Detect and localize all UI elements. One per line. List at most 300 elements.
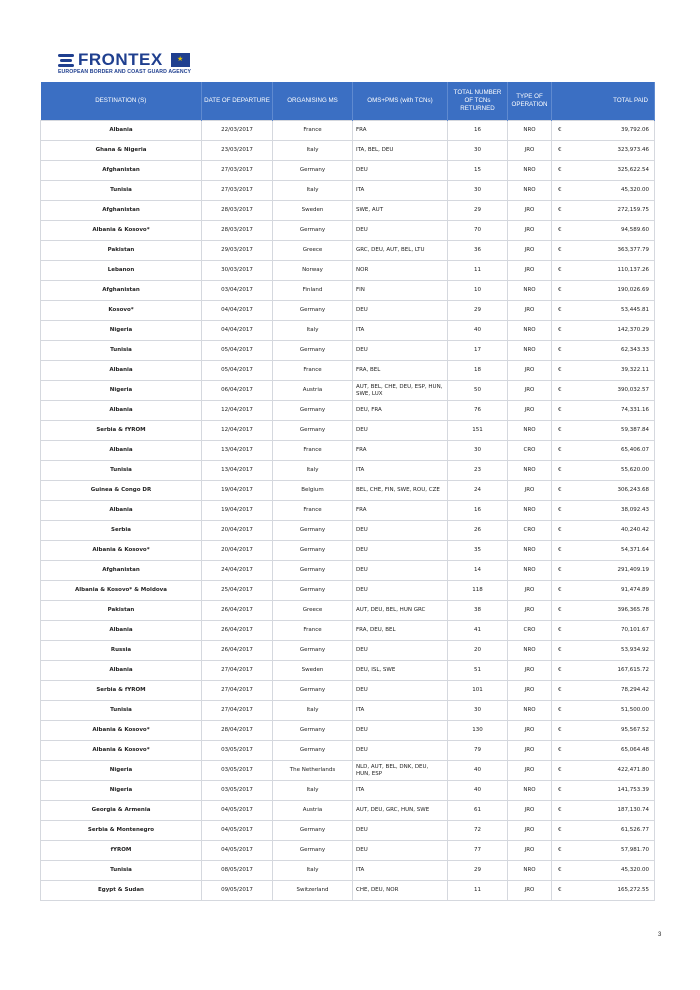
table-row — [41, 641, 655, 661]
cell-dest: Tunisia — [41, 701, 202, 721]
cell-paid: 306,243.68 — [568, 481, 655, 501]
cell-paid: 390,032.57 — [568, 381, 655, 401]
cell-type: JRO — [508, 261, 552, 281]
cell-dest: Afghanistan — [41, 561, 202, 581]
table-row — [41, 341, 655, 361]
cell-oms: FRA — [353, 121, 448, 141]
cell-num: 26 — [448, 521, 508, 541]
column-header-type: TYPE OF OPERATION — [508, 82, 552, 121]
cell-cur: € — [552, 761, 568, 781]
cell-paid: 78,294.42 — [568, 681, 655, 701]
cell-dest: Albania & Kosovo* — [41, 721, 202, 741]
cell-type: JRO — [508, 221, 552, 241]
cell-type: NRO — [508, 321, 552, 341]
cell-type: NRO — [508, 461, 552, 481]
cell-type: NRO — [508, 561, 552, 581]
cell-ms: Norway — [273, 261, 353, 281]
cell-num: 79 — [448, 741, 508, 761]
cell-oms: SWE, AUT — [353, 201, 448, 221]
table-row — [41, 301, 655, 321]
cell-num: 30 — [448, 181, 508, 201]
cell-type: NRO — [508, 341, 552, 361]
cell-cur: € — [552, 241, 568, 261]
cell-type: JRO — [508, 681, 552, 701]
table-row — [41, 661, 655, 681]
cell-date: 05/04/2017 — [202, 361, 273, 381]
cell-dest: Albania — [41, 361, 202, 381]
cell-oms: NLD, AUT, BEL, DNK, DEU, HUN, ESP — [353, 761, 448, 781]
cell-num: 15 — [448, 161, 508, 181]
table-row — [41, 241, 655, 261]
cell-ms: Sweden — [273, 201, 353, 221]
cell-date: 27/04/2017 — [202, 701, 273, 721]
cell-type: CRO — [508, 521, 552, 541]
cell-ms: Germany — [273, 681, 353, 701]
cell-type: NRO — [508, 541, 552, 561]
cell-num: 17 — [448, 341, 508, 361]
cell-oms: NOR — [353, 261, 448, 281]
cell-ms: Italy — [273, 141, 353, 161]
cell-num: 151 — [448, 421, 508, 441]
cell-dest: Afghanistan — [41, 201, 202, 221]
cell-dest: Albania & Kosovo* — [41, 541, 202, 561]
cell-num: 51 — [448, 661, 508, 681]
cell-cur: € — [552, 461, 568, 481]
cell-num: 41 — [448, 621, 508, 641]
cell-type: JRO — [508, 201, 552, 221]
cell-oms: CHE, DEU, NOR — [353, 881, 448, 901]
cell-num: 30 — [448, 141, 508, 161]
cell-oms: AUT, DEU, BEL, HUN GRC — [353, 601, 448, 621]
cell-ms: France — [273, 621, 353, 641]
cell-oms: GRC, DEU, AUT, BEL, LTU — [353, 241, 448, 261]
cell-date: 04/05/2017 — [202, 821, 273, 841]
cell-paid: 54,371.64 — [568, 541, 655, 561]
cell-date: 08/05/2017 — [202, 861, 273, 881]
cell-num: 24 — [448, 481, 508, 501]
cell-type: NRO — [508, 641, 552, 661]
cell-date: 04/05/2017 — [202, 841, 273, 861]
cell-oms: DEU, FRA — [353, 401, 448, 421]
cell-type: JRO — [508, 601, 552, 621]
cell-date: 28/04/2017 — [202, 721, 273, 741]
cell-paid: 363,377.79 — [568, 241, 655, 261]
cell-dest: Albania — [41, 661, 202, 681]
cell-paid: 39,322.11 — [568, 361, 655, 381]
cell-num: 16 — [448, 501, 508, 521]
table-row — [41, 461, 655, 481]
cell-paid: 291,409.19 — [568, 561, 655, 581]
cell-num: 20 — [448, 641, 508, 661]
cell-date: 03/05/2017 — [202, 741, 273, 761]
cell-num: 61 — [448, 801, 508, 821]
cell-cur: € — [552, 501, 568, 521]
cell-type: JRO — [508, 481, 552, 501]
cell-paid: 325,622.54 — [568, 161, 655, 181]
cell-date: 27/04/2017 — [202, 661, 273, 681]
cell-cur: € — [552, 641, 568, 661]
return-operations-table — [40, 82, 654, 901]
cell-ms: Germany — [273, 841, 353, 861]
cell-date: 27/03/2017 — [202, 181, 273, 201]
cell-paid: 141,753.39 — [568, 781, 655, 801]
cell-dest: Afghanistan — [41, 281, 202, 301]
cell-type: JRO — [508, 761, 552, 781]
cell-paid: 272,159.75 — [568, 201, 655, 221]
cell-ms: Germany — [273, 161, 353, 181]
cell-cur: € — [552, 601, 568, 621]
cell-num: 40 — [448, 781, 508, 801]
cell-num: 130 — [448, 721, 508, 741]
cell-type: CRO — [508, 441, 552, 461]
cell-dest: Albania — [41, 401, 202, 421]
cell-type: JRO — [508, 141, 552, 161]
cell-date: 03/05/2017 — [202, 781, 273, 801]
cell-cur: € — [552, 621, 568, 641]
cell-dest: fYROM — [41, 841, 202, 861]
table-row — [41, 361, 655, 381]
cell-date: 13/04/2017 — [202, 441, 273, 461]
cell-cur: € — [552, 741, 568, 761]
cell-oms: DEU — [353, 421, 448, 441]
cell-date: 20/04/2017 — [202, 521, 273, 541]
table-row — [41, 681, 655, 701]
logo-subtitle: EUROPEAN BORDER AND COAST GUARD AGENCY — [58, 69, 192, 75]
cell-type: NRO — [508, 161, 552, 181]
cell-oms: FRA — [353, 441, 448, 461]
cell-ms: Austria — [273, 801, 353, 821]
table-row — [41, 141, 655, 161]
cell-date: 26/04/2017 — [202, 601, 273, 621]
cell-date: 24/04/2017 — [202, 561, 273, 581]
cell-ms: The Netherlands — [273, 761, 353, 781]
cell-date: 26/04/2017 — [202, 641, 273, 661]
cell-type: JRO — [508, 401, 552, 421]
cell-dest: Nigeria — [41, 381, 202, 401]
table-row — [41, 481, 655, 501]
cell-oms: AUT, DEU, GRC, HUN, SWE — [353, 801, 448, 821]
cell-oms: DEU — [353, 561, 448, 581]
cell-type: NRO — [508, 121, 552, 141]
cell-dest: Tunisia — [41, 861, 202, 881]
table-row — [41, 621, 655, 641]
cell-ms: Austria — [273, 381, 353, 401]
cell-ms: Germany — [273, 821, 353, 841]
cell-num: 40 — [448, 761, 508, 781]
cell-ms: Germany — [273, 581, 353, 601]
cell-oms: DEU — [353, 821, 448, 841]
cell-cur: € — [552, 261, 568, 281]
cell-date: 29/03/2017 — [202, 241, 273, 261]
table-row — [41, 261, 655, 281]
cell-paid: 110,137.26 — [568, 261, 655, 281]
cell-date: 23/03/2017 — [202, 141, 273, 161]
cell-oms: AUT, BEL, CHE, DEU, ESP, HUN, SWE, LUX — [353, 381, 448, 401]
cell-dest: Russia — [41, 641, 202, 661]
cell-type: NRO — [508, 421, 552, 441]
cell-cur: € — [552, 341, 568, 361]
cell-type: JRO — [508, 801, 552, 821]
cell-date: 04/04/2017 — [202, 321, 273, 341]
cell-date: 20/04/2017 — [202, 541, 273, 561]
cell-dest: Serbia & fYROM — [41, 681, 202, 701]
cell-ms: Germany — [273, 561, 353, 581]
cell-num: 118 — [448, 581, 508, 601]
cell-type: NRO — [508, 781, 552, 801]
cell-dest: Albania & Kosovo* & Moldova — [41, 581, 202, 601]
cell-type: JRO — [508, 841, 552, 861]
cell-oms: DEU — [353, 841, 448, 861]
table-header-row — [41, 82, 655, 121]
cell-paid: 323,973.46 — [568, 141, 655, 161]
cell-ms: Italy — [273, 861, 353, 881]
cell-date: 25/04/2017 — [202, 581, 273, 601]
cell-date: 04/05/2017 — [202, 801, 273, 821]
cell-date: 03/05/2017 — [202, 761, 273, 781]
cell-type: JRO — [508, 381, 552, 401]
cell-paid: 51,500.00 — [568, 701, 655, 721]
cell-ms: Germany — [273, 541, 353, 561]
cell-paid: 187,130.74 — [568, 801, 655, 821]
cell-paid: 45,320.00 — [568, 181, 655, 201]
column-header-total-tcns: TOTAL NUMBER OF TCNs RETURNED — [448, 82, 508, 121]
cell-ms: Germany — [273, 641, 353, 661]
cell-ms: Finland — [273, 281, 353, 301]
cell-type: JRO — [508, 821, 552, 841]
cell-dest: Pakistan — [41, 241, 202, 261]
table-row — [41, 181, 655, 201]
cell-ms: Germany — [273, 301, 353, 321]
cell-num: 10 — [448, 281, 508, 301]
cell-oms: BEL, CHE, FIN, SWE, ROU, CZE — [353, 481, 448, 501]
table-row — [41, 281, 655, 301]
cell-oms: DEU, ISL, SWE — [353, 661, 448, 681]
cell-date: 19/04/2017 — [202, 481, 273, 501]
cell-num: 70 — [448, 221, 508, 241]
cell-oms: DEU — [353, 221, 448, 241]
cell-paid: 142,370.29 — [568, 321, 655, 341]
cell-paid: 165,272.55 — [568, 881, 655, 901]
cell-num: 77 — [448, 841, 508, 861]
cell-paid: 53,445.81 — [568, 301, 655, 321]
cell-dest: Tunisia — [41, 181, 202, 201]
table-row — [41, 441, 655, 461]
cell-oms: FRA, BEL — [353, 361, 448, 381]
cell-type: JRO — [508, 741, 552, 761]
table-row — [41, 841, 655, 861]
cell-dest: Ghana & Nigeria — [41, 141, 202, 161]
cell-ms: France — [273, 361, 353, 381]
cell-oms: DEU — [353, 541, 448, 561]
cell-num: 101 — [448, 681, 508, 701]
cell-dest: Guinea & Congo DR — [41, 481, 202, 501]
cell-paid: 167,615.72 — [568, 661, 655, 681]
cell-oms: ITA — [353, 701, 448, 721]
cell-ms: Italy — [273, 701, 353, 721]
cell-oms: DEU — [353, 741, 448, 761]
cell-ms: Italy — [273, 181, 353, 201]
cell-dest: Albania & Kosovo* — [41, 741, 202, 761]
cell-cur: € — [552, 381, 568, 401]
cell-cur: € — [552, 881, 568, 901]
cell-dest: Nigeria — [41, 321, 202, 341]
cell-date: 06/04/2017 — [202, 381, 273, 401]
cell-date: 27/03/2017 — [202, 161, 273, 181]
cell-dest: Egypt & Sudan — [41, 881, 202, 901]
cell-cur: € — [552, 781, 568, 801]
cell-dest: Albania & Kosovo* — [41, 221, 202, 241]
cell-ms: Germany — [273, 521, 353, 541]
cell-oms: DEU — [353, 641, 448, 661]
eu-flag-icon — [171, 53, 190, 67]
cell-paid: 396,365.78 — [568, 601, 655, 621]
cell-cur: € — [552, 361, 568, 381]
table-row — [41, 521, 655, 541]
cell-ms: Switzerland — [273, 881, 353, 901]
cell-cur: € — [552, 181, 568, 201]
cell-dest: Georgia & Armenia — [41, 801, 202, 821]
table-row — [41, 741, 655, 761]
cell-num: 30 — [448, 441, 508, 461]
cell-dest: Kosovo* — [41, 301, 202, 321]
table-row — [41, 321, 655, 341]
cell-ms: Germany — [273, 741, 353, 761]
cell-type: JRO — [508, 721, 552, 741]
cell-paid: 74,331.16 — [568, 401, 655, 421]
cell-paid: 65,406.07 — [568, 441, 655, 461]
cell-num: 30 — [448, 701, 508, 721]
cell-cur: € — [552, 701, 568, 721]
cell-date: 04/04/2017 — [202, 301, 273, 321]
cell-oms: ITA — [353, 321, 448, 341]
cell-cur: € — [552, 441, 568, 461]
frontex-lines-icon — [58, 54, 74, 69]
cell-type: NRO — [508, 181, 552, 201]
cell-num: 76 — [448, 401, 508, 421]
cell-cur: € — [552, 161, 568, 181]
cell-num: 50 — [448, 381, 508, 401]
cell-oms: ITA — [353, 461, 448, 481]
cell-dest: Albania — [41, 621, 202, 641]
table-row — [41, 821, 655, 841]
cell-oms: ITA — [353, 861, 448, 881]
cell-paid: 422,471.80 — [568, 761, 655, 781]
column-header-destination: DESTINATION (S) — [41, 82, 202, 121]
cell-oms: DEU — [353, 301, 448, 321]
cell-num: 38 — [448, 601, 508, 621]
cell-oms: DEU — [353, 341, 448, 361]
cell-type: NRO — [508, 861, 552, 881]
cell-dest: Tunisia — [41, 461, 202, 481]
cell-oms: DEU — [353, 721, 448, 741]
cell-num: 11 — [448, 881, 508, 901]
cell-paid: 38,092.43 — [568, 501, 655, 521]
cell-ms: Greece — [273, 241, 353, 261]
cell-dest: Albania — [41, 121, 202, 141]
cell-oms: ITA — [353, 181, 448, 201]
cell-dest: Nigeria — [41, 781, 202, 801]
cell-cur: € — [552, 401, 568, 421]
cell-cur: € — [552, 581, 568, 601]
table-row — [41, 201, 655, 221]
cell-cur: € — [552, 721, 568, 741]
cell-cur: € — [552, 321, 568, 341]
cell-date: 28/03/2017 — [202, 221, 273, 241]
cell-type: JRO — [508, 881, 552, 901]
cell-paid: 40,240.42 — [568, 521, 655, 541]
cell-date: 13/04/2017 — [202, 461, 273, 481]
cell-ms: Greece — [273, 601, 353, 621]
cell-paid: 94,589.60 — [568, 221, 655, 241]
table-row — [41, 561, 655, 581]
cell-paid: 65,064.48 — [568, 741, 655, 761]
cell-date: 26/04/2017 — [202, 621, 273, 641]
cell-cur: € — [552, 141, 568, 161]
logo-text: FRONTEX — [78, 50, 163, 69]
cell-cur: € — [552, 841, 568, 861]
cell-num: 29 — [448, 861, 508, 881]
table-row — [41, 541, 655, 561]
cell-dest: Serbia & Montenegro — [41, 821, 202, 841]
cell-oms: DEU — [353, 581, 448, 601]
cell-ms: France — [273, 121, 353, 141]
column-header-total-paid: TOTAL PAID — [552, 82, 655, 121]
cell-ms: Germany — [273, 341, 353, 361]
cell-oms: DEU — [353, 521, 448, 541]
cell-ms: Germany — [273, 421, 353, 441]
cell-cur: € — [552, 661, 568, 681]
cell-cur: € — [552, 521, 568, 541]
cell-cur: € — [552, 821, 568, 841]
table-row — [41, 701, 655, 721]
cell-dest: Albania — [41, 501, 202, 521]
cell-num: 11 — [448, 261, 508, 281]
frontex-logo — [58, 52, 208, 80]
cell-oms: ITA — [353, 781, 448, 801]
cell-dest: Lebanon — [41, 261, 202, 281]
cell-paid: 62,343.33 — [568, 341, 655, 361]
cell-cur: € — [552, 481, 568, 501]
cell-type: JRO — [508, 361, 552, 381]
table-row — [41, 501, 655, 521]
table-row — [41, 801, 655, 821]
cell-date: 03/04/2017 — [202, 281, 273, 301]
cell-type: NRO — [508, 281, 552, 301]
cell-cur: € — [552, 861, 568, 881]
table-row — [41, 581, 655, 601]
table-row — [41, 121, 655, 141]
cell-ms: Italy — [273, 781, 353, 801]
cell-paid: 57,981.70 — [568, 841, 655, 861]
cell-paid: 95,567.52 — [568, 721, 655, 741]
cell-oms: ITA, BEL, DEU — [353, 141, 448, 161]
cell-num: 72 — [448, 821, 508, 841]
table-row — [41, 861, 655, 881]
cell-paid: 190,026.69 — [568, 281, 655, 301]
cell-dest: Nigeria — [41, 761, 202, 781]
cell-type: NRO — [508, 501, 552, 521]
cell-oms: FRA, DEU, BEL — [353, 621, 448, 641]
cell-date: 22/03/2017 — [202, 121, 273, 141]
table-row — [41, 721, 655, 741]
cell-oms: DEU — [353, 161, 448, 181]
cell-dest: Serbia — [41, 521, 202, 541]
cell-paid: 70,101.67 — [568, 621, 655, 641]
cell-num: 36 — [448, 241, 508, 261]
cell-oms: FRA — [353, 501, 448, 521]
cell-date: 12/04/2017 — [202, 421, 273, 441]
cell-date: 05/04/2017 — [202, 341, 273, 361]
